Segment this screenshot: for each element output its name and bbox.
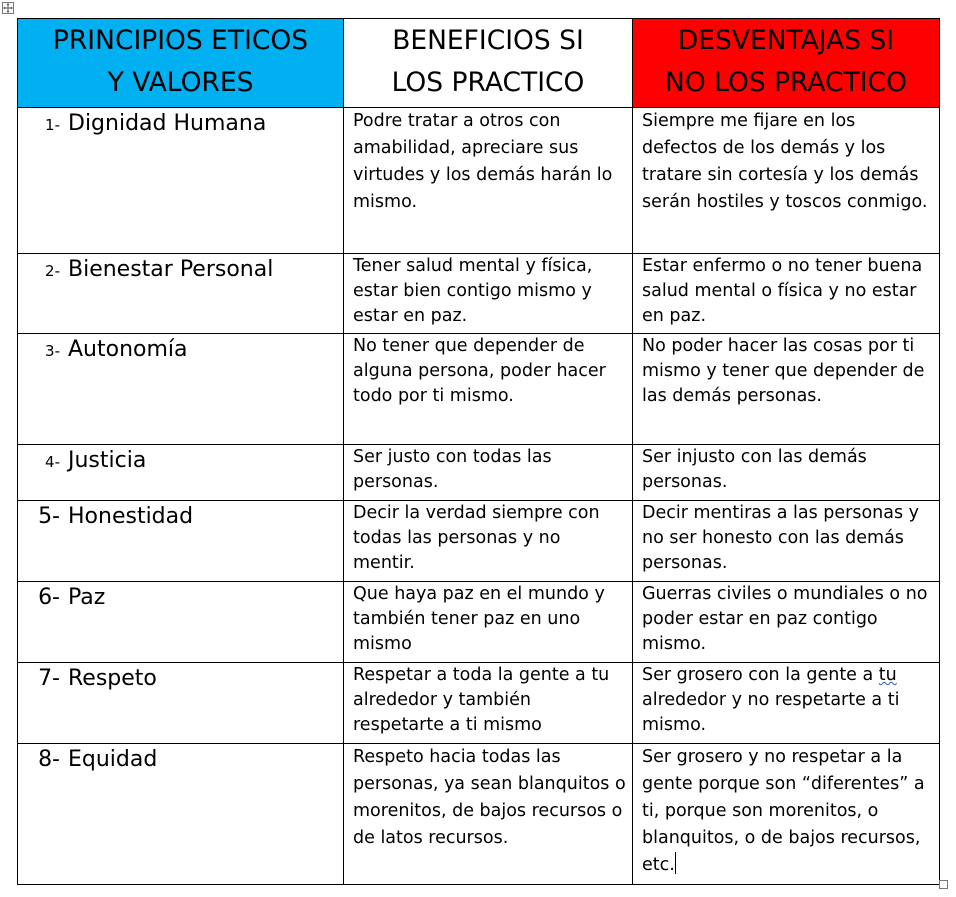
disadvantage-cell[interactable]: Decir mentiras a las personas y no ser honesto con las demás personas. (633, 501, 940, 582)
principle-number: 6- (38, 585, 60, 610)
text-cursor (675, 852, 676, 874)
principle-name: Equidad (68, 747, 158, 772)
disadvantage-text-end: alrededor y no respetarte a ti mismo. (642, 690, 900, 735)
table-resize-handle-icon[interactable] (939, 880, 948, 889)
disadvantage-cell[interactable] (633, 744, 940, 885)
principle-name: Paz (68, 585, 106, 610)
principle-number: 4- (45, 453, 60, 471)
benefit-cell[interactable]: Ser justo con todas las personas. (344, 445, 633, 501)
principle-number: 1- (45, 116, 60, 134)
benefit-cell[interactable]: Tener salud mental y física, estar bien contigo mismo y estar en paz. (344, 254, 633, 334)
principle-name: Respeto (68, 666, 157, 691)
table-row (18, 501, 940, 582)
disadvantage-cell[interactable]: No poder hacer las cosas por ti mismo y tener que depender de las demás personas. (633, 334, 940, 445)
header-principles-line1: PRINCIPIOS ETICOS (52, 25, 309, 56)
disadvantage-text: Ser grosero y no respetar a la gente porque son “diferentes” a ti, porque son morenitos, o blanquitos, o de bajos recursos, etc. (642, 747, 925, 875)
principle-name: Justicia (68, 448, 147, 473)
header-benefits[interactable] (344, 19, 633, 108)
table-row (18, 254, 940, 334)
principle-cell[interactable] (18, 663, 344, 744)
benefit-cell[interactable]: Respeto hacia todas las personas, ya sean blanquitos o morenitos, de bajos recursos o de latos recursos. (344, 744, 633, 885)
header-row (18, 19, 940, 108)
header-disadvantages-line1: DESVENTAJAS SI (677, 25, 895, 56)
header-disadvantages[interactable] (633, 19, 940, 108)
benefit-cell[interactable]: Podre tratar a otros con amabilidad, apreciare sus virtudes y los demás harán lo mismo. (344, 108, 633, 254)
principle-name: Honestidad (68, 504, 194, 529)
table-row (18, 445, 940, 501)
disadvantage-cell[interactable]: Siempre me fijare en los defectos de los demás y los tratare sin cortesía y los demás serán hostiles y toscos conmigo. (633, 108, 940, 254)
principle-cell[interactable] (18, 582, 344, 663)
disadvantage-cell[interactable]: Ser injusto con las demás personas. (633, 445, 940, 501)
disadvantage-cell[interactable]: Guerras civiles o mundiales o no poder estar en paz contigo mismo. (633, 582, 940, 663)
principle-name: Autonomía (68, 337, 188, 362)
table-row (18, 108, 940, 254)
disadvantage-cell[interactable]: Estar enfermo o no tener buena salud mental o física y no estar en paz. (633, 254, 940, 334)
disadvantage-cell[interactable] (633, 663, 940, 744)
principle-cell[interactable] (18, 108, 344, 254)
principle-cell[interactable] (18, 744, 344, 885)
principle-cell[interactable] (18, 254, 344, 334)
benefit-cell[interactable]: Que haya paz en el mundo y también tener paz en uno mismo (344, 582, 633, 663)
principle-number: 8- (38, 747, 60, 772)
principle-cell[interactable] (18, 334, 344, 445)
header-disadvantages-line2: NO LOS PRACTICO (665, 67, 907, 98)
principle-number: 7- (38, 666, 60, 691)
header-principles-line2: Y VALORES (107, 67, 254, 98)
principle-number: 2- (45, 262, 60, 280)
principle-number: 5- (38, 504, 60, 529)
principle-number: 3- (45, 342, 60, 360)
principle-name: Bienestar Personal (68, 257, 274, 282)
spellcheck-flagged-word[interactable]: tu (878, 665, 897, 685)
table-move-handle-icon[interactable] (2, 2, 14, 14)
principle-name: Dignidad Humana (68, 111, 267, 136)
disadvantage-text-start: Ser grosero con la gente a (642, 665, 879, 685)
values-table (17, 18, 940, 885)
benefit-cell[interactable]: Decir la verdad siempre con todas las personas y no mentir. (344, 501, 633, 582)
header-benefits-line2: LOS PRACTICO (391, 67, 585, 98)
header-benefits-line1: BENEFICIOS SI (392, 25, 584, 56)
table-row (18, 744, 940, 885)
principle-cell[interactable] (18, 445, 344, 501)
table-row (18, 663, 940, 744)
table-row (18, 334, 940, 445)
benefit-cell[interactable]: No tener que depender de alguna persona, poder hacer todo por ti mismo. (344, 334, 633, 445)
principle-cell[interactable] (18, 501, 344, 582)
table-row (18, 582, 940, 663)
benefit-cell[interactable]: Respetar a toda la gente a tu alrededor y también respetarte a ti mismo (344, 663, 633, 744)
header-principles[interactable] (18, 19, 344, 108)
